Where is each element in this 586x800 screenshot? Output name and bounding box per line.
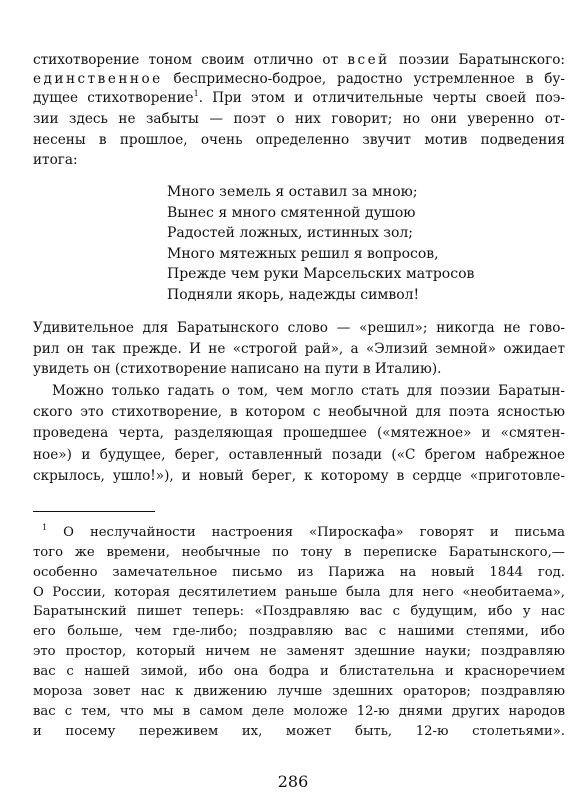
text-line: Можно только гадать о том, чем могло стать для поэзии Баратын- <box>52 383 565 399</box>
poem-line: Много земель я оставил за мною; <box>167 184 418 200</box>
footnote-separator <box>33 511 155 512</box>
footnote-line: $^1$ О неслучайности настроения «Пироскафа» говорят и письма <box>42 523 565 540</box>
footnote-line: особенно замечательное письмо из Парижа на новый 1844 год. <box>33 565 565 580</box>
footnote-ref: 1 <box>193 89 199 98</box>
text-line: увидеть он (стихотворение написано на пути в Италию). <box>33 361 442 377</box>
poem-line: Подняли якорь, надежды символ! <box>167 287 420 303</box>
footnote-line: мороза зовет нас к движению лучше здешних ораторов; поздравляю <box>33 684 565 699</box>
poem-line: Вынес я много смятенной душою <box>167 205 416 221</box>
text-line: единственное беспримесно-бодрое, радостно устремленное в бу- <box>33 71 565 87</box>
footnote-line: того же времени, необычные по тону в переписке Баратынского,— <box>33 545 565 560</box>
footnote-line: О России, которая десятилетием раньше была для него «необитаема», <box>33 585 565 600</box>
text-line: Удивительное для Баратынского слово — «решил»; никогда не гово- <box>33 320 565 336</box>
text-line: ное») и будущее, берег, оставленный позади («С брегом набрежное <box>33 447 565 463</box>
footnote-line: его больше, чем где-либо; поздравляю вас с нашими степями, ибо <box>33 624 565 639</box>
text-line: скрылось, ушло!»), и новый берег, к которому в сердце «приготовле- <box>33 468 565 484</box>
poem-line: Радостей ложных, истинных зол; <box>167 225 414 241</box>
poem-line: Прежде чем руки Марсельских матросов <box>167 266 475 282</box>
text-line: итога: <box>33 152 78 168</box>
text-line: ского это стихотворение, в котором с необычной для поэта ясностью <box>33 404 565 420</box>
text-line: дущее стихотворение$^1$. При этом и отличительные черты своей поэ- <box>33 89 565 106</box>
text-line: несены в прошлое, очень определенно звучит мотив подведения <box>33 132 565 148</box>
poem-line: Много мятежных решил я вопросов, <box>167 246 439 262</box>
footnote-line: вас с тем, что мы в самом деле моложе 12-ю днями других народов <box>33 704 565 719</box>
footnote-line: и посему переживем их, может быть, 12-ю столетьями». <box>33 724 565 739</box>
text-line: проведена черта, разделяющая прошедшее («мятежное» и «смятен- <box>33 425 565 441</box>
text-line: рил он так прежде. И не «строгой рай», а «Элизий земной» ожидает <box>33 341 565 357</box>
footnote-marker: 1 <box>42 523 48 532</box>
text-line: стихотворение тоном своим отлично от всей поэзии Баратынского: <box>33 52 566 68</box>
footnote-line: Баратынский пишет теперь: «Поздравляю вас с будущим, ибо у нас <box>33 604 565 619</box>
footnote-line: это простор, который ничем не заменят здешние науки; поздравляю <box>33 644 565 659</box>
page-number: 286 <box>277 772 309 791</box>
footnote-line: вас с нашей зимой, ибо она бодра и блистательна и красноречием <box>33 664 565 679</box>
text-line: зии здесь не забыты — поэт о них говорит; но они уверенно от- <box>33 111 565 127</box>
